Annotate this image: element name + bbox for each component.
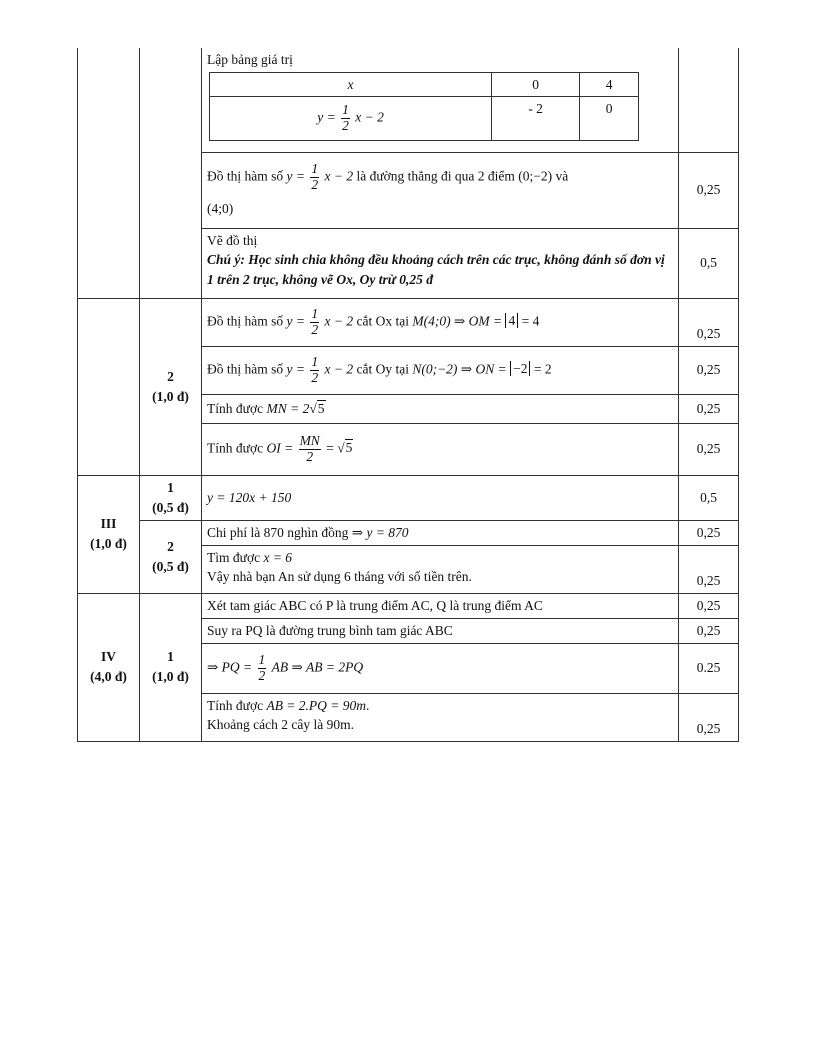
- score: 0,25: [679, 693, 739, 741]
- value-table-x1: 0: [492, 72, 580, 97]
- row-linear-function: III (1,0 đ) 1 (0,5 đ) y = 120x + 150 0,5: [78, 475, 739, 520]
- score: 0,25: [679, 593, 739, 618]
- row-pq-ab: ⇒ PQ = $\frac{1}{2}$ AB ⇒ AB = 2PQ 0.25: [78, 643, 739, 693]
- row-find-x: Tìm được x = 6 Vậy nhà bạn An sử dụng 6 tháng với số tiền trên. 0,25: [78, 545, 739, 593]
- part-2: 2 (1,0 đ): [140, 298, 202, 475]
- fraction-one-half: $\frac{1}{2}$: [342, 102, 349, 134]
- row-cost: 2 (0,5 đ) Chi phí là 870 nghìn đồng ⇒ y = 870 0,25: [78, 520, 739, 545]
- score: 0,25: [679, 346, 739, 394]
- score: 0,5: [679, 475, 739, 520]
- row-oy-intersection: Đồ thị hàm số y = $\frac{1}{2}$ x − 2 cắt Oy tại N(0;−2) ⇒ ON = −2 = 2 0,25: [78, 346, 739, 394]
- row-value-table: [78, 48, 739, 152]
- score: 0,25: [679, 545, 739, 593]
- row-graph-line: Đồ thị hàm số y = $\frac{1}{2}$ x − 2 là đường thẳng đi qua 2 điểm (0;−2) và (4;0) 0,25: [78, 152, 739, 228]
- value-table-y2: 0: [580, 97, 639, 141]
- section-iv: IV (4,0 đ): [78, 593, 140, 741]
- part-1: 1 (0,5 đ): [140, 475, 202, 520]
- answer-key-table: [77, 48, 739, 742]
- row-midline: Suy ra PQ là đường trung bình tam giác ABC 0,25: [78, 618, 739, 643]
- section-cell-empty: [78, 48, 140, 298]
- value-table-y-header: y = $\frac{1}{2}$ x − 2: [210, 97, 492, 141]
- score: 0,5: [679, 228, 739, 298]
- score: 0,25: [679, 152, 739, 228]
- part-cell-empty: [140, 48, 202, 298]
- part-2: 2 (0,5 đ): [140, 520, 202, 593]
- row-triangle: IV (4,0 đ) 1 (1,0 đ) Xét tam giác ABC có P là trung điểm AC, Q là trung điểm AC 0,25: [78, 593, 739, 618]
- value-table-x2: 4: [580, 72, 639, 97]
- section-cell-empty: [78, 298, 140, 475]
- row-oi-length: Tính được OI = $\frac{MN}{2}$ = √5 0,25: [78, 423, 739, 475]
- value-table: [209, 72, 639, 142]
- value-table-x-header: x: [210, 72, 492, 97]
- part-1: 1 (1,0 đ): [140, 593, 202, 741]
- score: 0,25: [679, 520, 739, 545]
- row-draw-graph: Vẽ đồ thị Chú ý: Học sinh chia không đều khoảng cách trên các trục, không đánh số đơn vị 1 trên 2 trục, không vẽ Ox, Oy trừ 0,25 đ 0,5: [78, 228, 739, 298]
- score: 0,25: [679, 394, 739, 423]
- value-table-title: Lập bảng giá trị: [207, 52, 293, 67]
- row-distance: Tính được AB = 2.PQ = 90m. Khoảng cách 2 cây là 90m. 0,25: [78, 693, 739, 741]
- score: 0.25: [679, 643, 739, 693]
- value-table-y1: - 2: [492, 97, 580, 141]
- grading-note: Chú ý: Học sinh chia không đều khoảng cách trên các trục, không đánh số đơn vị 1 trên 2 trục, không vẽ Ox, Oy trừ 0,25 đ: [207, 252, 665, 287]
- row-ox-intersection: 2 (1,0 đ) Đồ thị hàm số y = $\frac{1}{2}$ x − 2 cắt Ox tại M(4;0) ⇒ OM = 4 = 4 0,25: [78, 298, 739, 346]
- row-mn-length: Tính được MN = 2√5 0,25: [78, 394, 739, 423]
- score: 0,25: [679, 423, 739, 475]
- section-iii: III (1,0 đ): [78, 475, 140, 593]
- score: 0,25: [679, 618, 739, 643]
- score: 0,25: [679, 298, 739, 346]
